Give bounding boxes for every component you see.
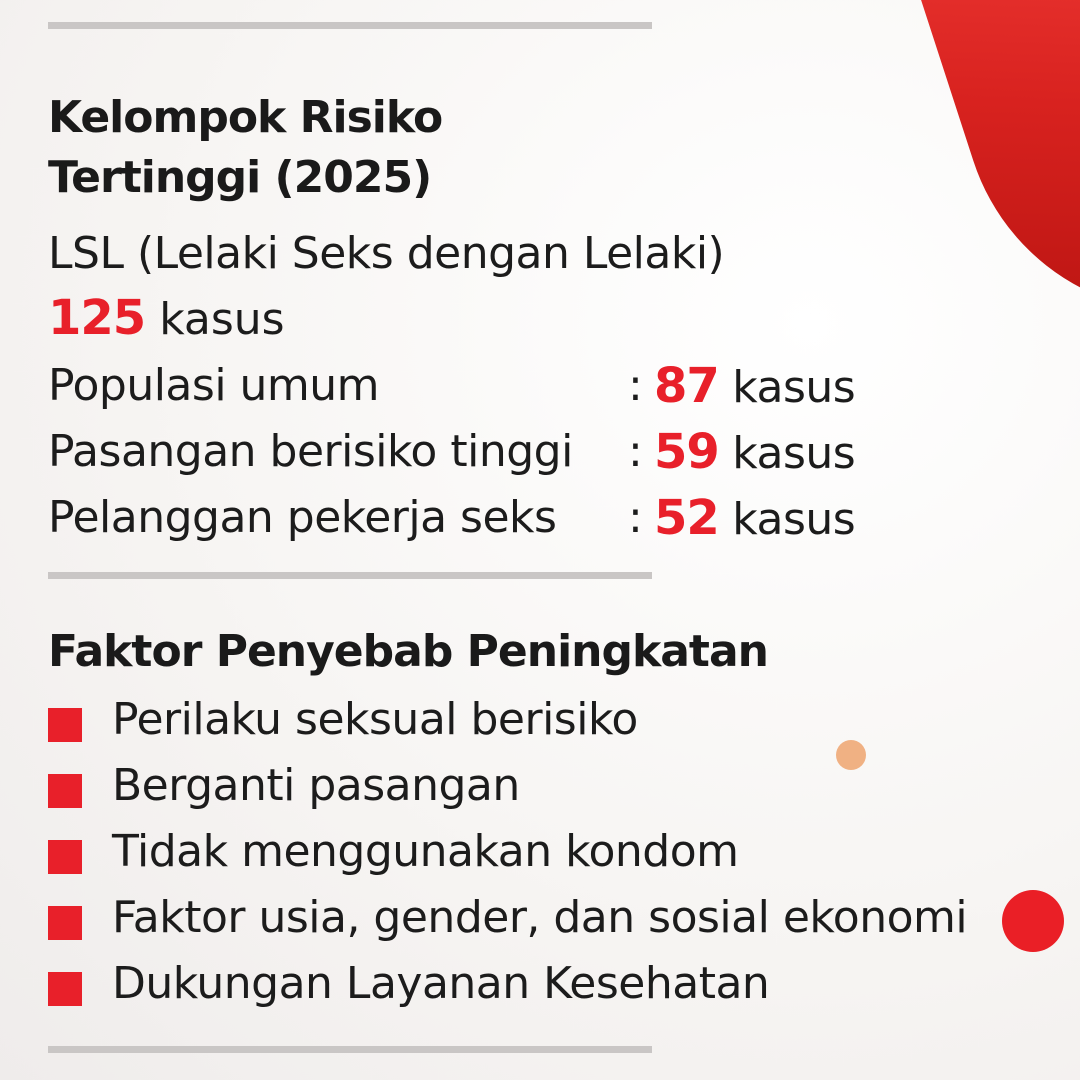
stat-label: Pasangan berisiko tinggi xyxy=(48,426,573,477)
stat-row xyxy=(48,488,908,554)
stat-row xyxy=(48,422,908,488)
stat-label: Populasi umum xyxy=(48,360,380,411)
stat-value-group xyxy=(654,422,855,484)
stat-label: Pelanggan pekerja seks xyxy=(48,492,557,543)
stat-unit: kasus xyxy=(732,494,856,545)
red-square-bullet-icon xyxy=(48,708,82,742)
highlight-value: 125 xyxy=(48,290,146,346)
stat-value-group xyxy=(654,356,855,418)
red-square-bullet-icon xyxy=(48,840,82,874)
stat-value: 52 xyxy=(654,490,719,546)
list-item-text: Dukungan Layanan Kesehatan xyxy=(112,958,770,1009)
list-item xyxy=(48,822,1008,888)
stat-value: 87 xyxy=(654,358,719,414)
causes-list xyxy=(48,690,1008,1020)
decorative-red-dot xyxy=(1002,890,1064,952)
red-square-bullet-icon xyxy=(48,774,82,808)
list-item-text: Tidak menggunakan kondom xyxy=(112,826,739,877)
causes-title: Faktor Penyebab Peningkatan xyxy=(48,626,768,677)
stat-separator: : xyxy=(628,426,643,477)
risk-group-title-line-1: Kelompok Risiko xyxy=(48,92,443,143)
stat-separator: : xyxy=(628,360,643,411)
list-item xyxy=(48,888,1008,954)
list-item-text: Faktor usia, gender, dan sosial ekonomi xyxy=(112,892,968,943)
risk-group-title xyxy=(48,88,668,208)
list-item-text: Perilaku seksual berisiko xyxy=(112,694,638,745)
list-item xyxy=(48,954,1008,1020)
list-item-text: Berganti pasangan xyxy=(112,760,520,811)
middle-divider xyxy=(48,572,652,579)
stat-value-group xyxy=(654,488,855,550)
risk-group-title-line-2: Tertinggi (2025) xyxy=(48,152,432,203)
stat-unit: kasus xyxy=(732,428,856,479)
highlight-group-label: LSL (Lelaki Seks dengan Lelaki) xyxy=(48,228,725,279)
risk-group-stats-list xyxy=(48,356,908,554)
stat-unit: kasus xyxy=(732,362,856,413)
list-item xyxy=(48,690,1008,756)
top-divider xyxy=(48,22,652,29)
red-square-bullet-icon xyxy=(48,972,82,1006)
stat-value: 59 xyxy=(654,424,719,480)
stat-separator: : xyxy=(628,492,643,543)
stat-row xyxy=(48,356,908,422)
decorative-red-ribbon xyxy=(911,0,1080,370)
highlight-unit: kasus xyxy=(159,294,285,345)
red-square-bullet-icon xyxy=(48,906,82,940)
bottom-divider xyxy=(48,1046,652,1053)
highlight-case-count xyxy=(48,288,285,350)
list-item xyxy=(48,756,1008,822)
